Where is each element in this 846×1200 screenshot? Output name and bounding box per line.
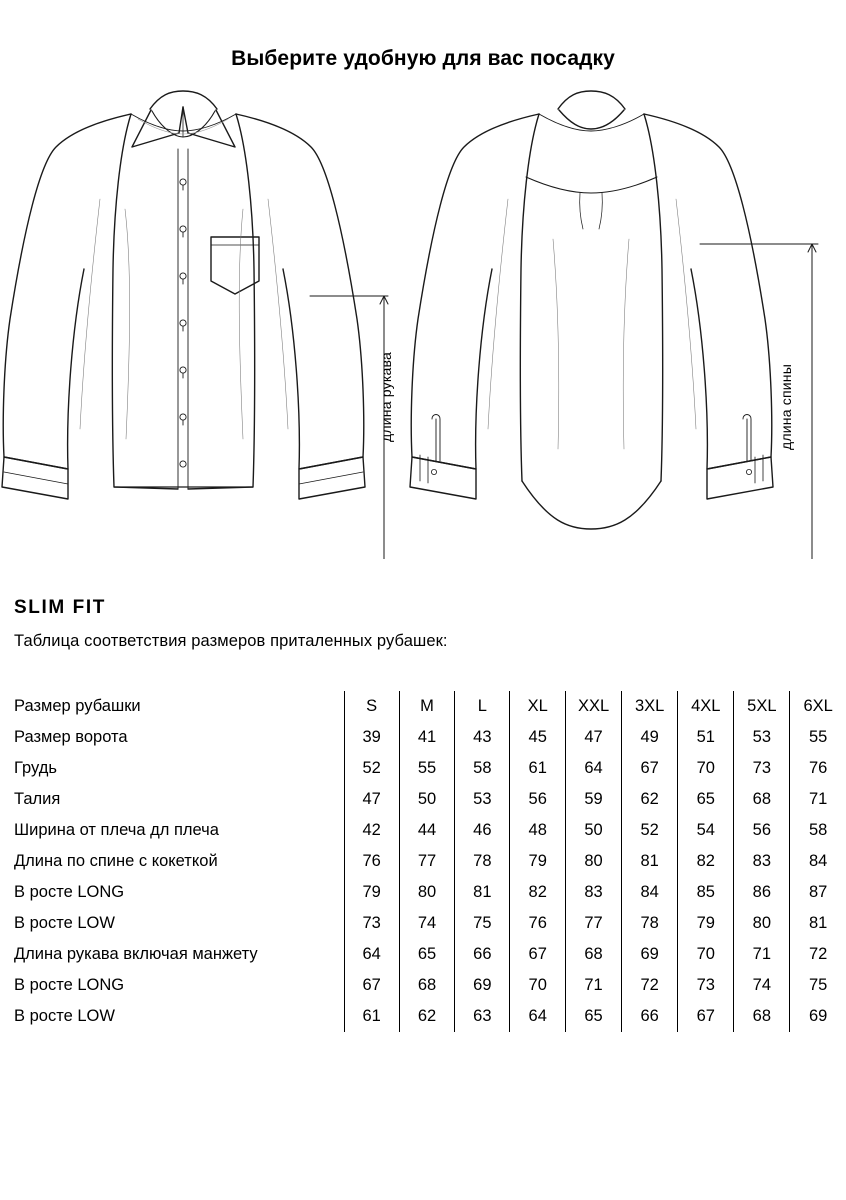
- table-column-header: 3XL: [622, 691, 678, 722]
- table-cell: 73: [678, 970, 734, 1001]
- table-cell: 47: [565, 722, 621, 753]
- table-cell: 73: [734, 753, 790, 784]
- table-cell: 63: [455, 1001, 510, 1032]
- table-cell: 79: [510, 846, 565, 877]
- table-cell: 75: [790, 970, 846, 1001]
- table-row-label: Длина рукава включая манжету: [14, 945, 258, 963]
- table-row: [14, 877, 846, 908]
- table-cell: 84: [790, 846, 846, 877]
- table-cell: 80: [734, 908, 790, 939]
- back-shirt-illustration: [410, 91, 773, 529]
- table-column-header: S: [344, 691, 399, 722]
- table-cell: 52: [622, 815, 678, 846]
- table-cell: 61: [344, 1001, 399, 1032]
- table-cell: 55: [399, 753, 454, 784]
- table-cell: 78: [455, 846, 510, 877]
- table-cell: 69: [455, 970, 510, 1001]
- table-cell: 69: [622, 939, 678, 970]
- table-row: [14, 784, 846, 815]
- sleeve-length-measure: [304, 296, 388, 559]
- table-cell: 70: [678, 753, 734, 784]
- table-cell: 83: [565, 877, 621, 908]
- fit-subtitle: Таблица соответствия размеров приталенных рубашек:: [14, 632, 448, 650]
- table-cell: 46: [455, 815, 510, 846]
- table-cell: 51: [678, 722, 734, 753]
- table-cell: 52: [344, 753, 399, 784]
- shirt-diagrams: [0, 89, 846, 559]
- table-cell: 68: [565, 939, 621, 970]
- table-row-label: В росте LOW: [14, 914, 115, 932]
- table-cell: 49: [622, 722, 678, 753]
- table-column-header: 6XL: [790, 691, 846, 722]
- back-length-label: длина спины: [778, 364, 794, 450]
- table-cell: 80: [565, 846, 621, 877]
- table-row-label: Размер ворота: [14, 728, 128, 746]
- table-cell: 66: [622, 1001, 678, 1032]
- table-cell: 85: [678, 877, 734, 908]
- table-cell: 83: [734, 846, 790, 877]
- table-cell: 47: [344, 784, 399, 815]
- fit-heading: SLIM FIT: [14, 597, 106, 618]
- table-cell: 56: [734, 815, 790, 846]
- table-cell: 87: [790, 877, 846, 908]
- table-row: [14, 939, 846, 970]
- table-cell: 71: [565, 970, 621, 1001]
- table-column-header: XL: [510, 691, 565, 722]
- table-cell: 79: [344, 877, 399, 908]
- table-cell: 67: [678, 1001, 734, 1032]
- table-cell: 65: [399, 939, 454, 970]
- table-cell: 84: [622, 877, 678, 908]
- table-column-header: XXL: [565, 691, 621, 722]
- table-cell: 76: [510, 908, 565, 939]
- table-cell: 80: [399, 877, 454, 908]
- table-cell: 81: [455, 877, 510, 908]
- table-column-header: 4XL: [678, 691, 734, 722]
- table-cell: 62: [622, 784, 678, 815]
- table-cell: 81: [790, 908, 846, 939]
- table-cell: 65: [565, 1001, 621, 1032]
- table-column-header: 5XL: [734, 691, 790, 722]
- table-cell: 77: [399, 846, 454, 877]
- table-cell: 70: [678, 939, 734, 970]
- table-row: [14, 970, 846, 1001]
- table-cell: 74: [399, 908, 454, 939]
- front-shirt-illustration: [2, 91, 365, 499]
- table-cell: 81: [622, 846, 678, 877]
- table-cell: 41: [399, 722, 454, 753]
- table-cell: 67: [622, 753, 678, 784]
- table-column-header: M: [399, 691, 454, 722]
- table-cell: 55: [790, 722, 846, 753]
- table-cell: 72: [622, 970, 678, 1001]
- table-row: [14, 722, 846, 753]
- table-cell: 59: [565, 784, 621, 815]
- table-cell: 62: [399, 1001, 454, 1032]
- table-cell: 50: [399, 784, 454, 815]
- table-row-label: Ширина от плеча дл плеча: [14, 821, 219, 839]
- table-cell: 68: [399, 970, 454, 1001]
- table-cell: 53: [455, 784, 510, 815]
- table-row: [14, 1001, 846, 1032]
- table-row-label: Грудь: [14, 759, 57, 777]
- table-cell: 75: [455, 908, 510, 939]
- table-cell: 61: [510, 753, 565, 784]
- table-row-label: В росте LONG: [14, 976, 125, 994]
- table-cell: 76: [344, 846, 399, 877]
- table-cell: 43: [455, 722, 510, 753]
- table-row-label: В росте LONG: [14, 883, 125, 901]
- table-cell: 82: [678, 846, 734, 877]
- table-cell: 64: [510, 1001, 565, 1032]
- table-cell: 72: [790, 939, 846, 970]
- table-cell: 70: [510, 970, 565, 1001]
- back-length-measure: [700, 244, 818, 559]
- table-cell: 56: [510, 784, 565, 815]
- table-cell: 74: [734, 970, 790, 1001]
- table-cell: 86: [734, 877, 790, 908]
- table-cell: 69: [790, 1001, 846, 1032]
- table-column-header: L: [455, 691, 510, 722]
- table-cell: 48: [510, 815, 565, 846]
- table-cell: 71: [734, 939, 790, 970]
- shirt-diagram-svg: [0, 89, 846, 559]
- table-cell: 79: [678, 908, 734, 939]
- table-row-label: В росте LOW: [14, 1007, 115, 1025]
- table-cell: 66: [455, 939, 510, 970]
- table-cell: 39: [344, 722, 399, 753]
- table-cell: 76: [790, 753, 846, 784]
- table-row: [14, 753, 846, 784]
- size-table: [14, 691, 846, 1032]
- table-cell: 82: [510, 877, 565, 908]
- table-cell: 44: [399, 815, 454, 846]
- table-cell: 77: [565, 908, 621, 939]
- table-cell: 67: [510, 939, 565, 970]
- table-row: [14, 815, 846, 846]
- table-cell: 42: [344, 815, 399, 846]
- sleeve-length-label: длина рукава: [378, 352, 394, 442]
- table-row: [14, 846, 846, 877]
- page-title: Выберите удобную для вас посадку: [231, 47, 615, 70]
- table-cell: 68: [734, 1001, 790, 1032]
- table-cell: 64: [565, 753, 621, 784]
- table-cell: 58: [455, 753, 510, 784]
- table-cell: 78: [622, 908, 678, 939]
- table-row-label: Длина по спине с кокеткой: [14, 852, 218, 870]
- table-cell: 73: [344, 908, 399, 939]
- table-row: [14, 691, 846, 722]
- table-cell: 58: [790, 815, 846, 846]
- table-cell: 68: [734, 784, 790, 815]
- table-cell: 67: [344, 970, 399, 1001]
- table-row-label: Размер рубашки: [14, 697, 141, 715]
- table-cell: 50: [565, 815, 621, 846]
- table-row-label: Талия: [14, 790, 61, 808]
- table-cell: 53: [734, 722, 790, 753]
- table-cell: 65: [678, 784, 734, 815]
- table-cell: 64: [344, 939, 399, 970]
- table-cell: 54: [678, 815, 734, 846]
- table-row: [14, 908, 846, 939]
- table-cell: 71: [790, 784, 846, 815]
- table-cell: 45: [510, 722, 565, 753]
